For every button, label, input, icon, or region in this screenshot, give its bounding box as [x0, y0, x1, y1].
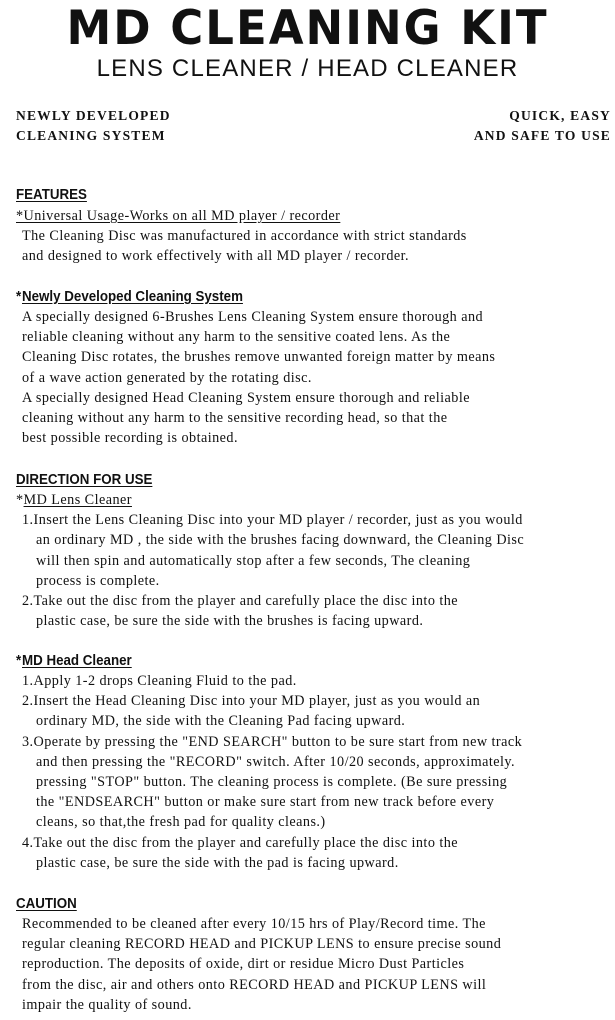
caution-line: regular cleaning RECORD HEAD and PICKUP LENS to ensure precise sound: [22, 936, 502, 953]
head-step-line: ordinary MD, the side with the Cleaning Pad facing upward.: [36, 713, 406, 730]
cleaning-system-line: cleaning without any harm to the sensitive recording head, so that the: [22, 410, 448, 427]
head-step-line: 3.Operate by pressing the "END SEARCH" button to be sure start from new track: [22, 733, 523, 750]
tagline-left-line: CLEANING SYSTEM: [16, 128, 166, 143]
caution-line: Recommended to be cleaned after every 10/15 hrs of Play/Record time. The: [22, 916, 486, 932]
features-system-section: [16, 287, 609, 448]
head-step-line: and then pressing the "RECORD" switch. After 10/20 seconds, approximately.: [36, 753, 515, 770]
tagline-right-line: AND SAFE TO USE: [473, 128, 611, 143]
cleaning-system-subheading: Newly Developed Cleaning System: [21, 289, 243, 305]
head-cleaner-section: [16, 651, 609, 873]
head-star: *: [16, 653, 22, 669]
cleaning-system-line: reliable cleaning without any harm to the sensitive coated lens. As the: [22, 329, 451, 346]
caution-heading: CAUTION: [16, 896, 77, 912]
lens-step-line: 1.Insert the Lens Cleaning Disc into your MD player / recorder, just as you would: [22, 512, 523, 529]
cleaning-system-line: A specially designed Head Cleaning System ensure thorough and reliable: [22, 389, 470, 406]
universal-usage-subheading: *Universal Usage-Works on all MD player / recorder: [16, 208, 341, 224]
lens-star: *: [16, 492, 24, 508]
direction-heading: DIRECTION FOR USE: [16, 472, 153, 488]
head-step-line: 4.Take out the disc from the player and carefully place the disc into the: [22, 834, 459, 851]
kit-subtitle: LENS CLEANER / HEAD CLEANER: [96, 55, 519, 82]
cleaning-system-line: best possible recording is obtained.: [22, 430, 238, 447]
universal-usage-line: The Cleaning Disc was manufactured in accordance with strict standards: [22, 228, 467, 245]
lens-step-line: an ordinary MD , the side with the brushes facing downward, the Cleaning Disc: [36, 532, 525, 549]
caution-line: reproduction. The deposits of oxide, dirt or residue Micro Dust Particles: [22, 956, 465, 973]
head-step-line: 1.Apply 1-2 drops Cleaning Fluid to the pad.: [22, 673, 297, 689]
lens-step-line: plastic case, be sure the side with the brushes is facing upward.: [36, 613, 424, 630]
lens-step-line: will then spin and automatically stop after a few seconds, The cleaning: [36, 552, 471, 569]
tagline-left-line: NEWLY DEVELOPED: [16, 108, 171, 123]
cleaning-system-line: of a wave action generated by the rotating disc.: [22, 369, 312, 386]
lens-cleaner-subheading: MD Lens Cleaner: [23, 492, 132, 508]
head-step-line: 2.Insert the Head Cleaning Disc into your MD player, just as you would an: [22, 693, 481, 710]
kit-title: MD CLEANING KIT: [66, 0, 549, 56]
caution-line: impair the quality of sound.: [22, 996, 192, 1013]
cleaning-system-line: A specially designed 6-Brushes Lens Cleaning System ensure thorough and: [22, 309, 484, 325]
head-step-line: cleans, so that,the fresh pad for quality cleans.): [36, 814, 326, 831]
head-step-line: pressing "STOP" button. The cleaning process is complete. (Be sure pressing: [36, 774, 508, 791]
tagline-right: [474, 106, 611, 146]
cleaning-system-line: Cleaning Disc rotates, the brushes remove unwanted foreign matter by means: [22, 349, 496, 366]
head-step-line: plastic case, be sure the side with the pad is facing upward.: [36, 854, 399, 871]
features-universal-section: [16, 206, 609, 267]
caution-line: from the disc, air and others onto RECORD HEAD and PICKUP LENS will: [22, 976, 487, 993]
tagline-left: [16, 106, 171, 146]
caution-section: [22, 914, 615, 1015]
system-star: *: [16, 289, 22, 305]
head-cleaner-subheading: MD Head Cleaner: [21, 653, 132, 669]
head-step-line: the "ENDSEARCH" button or make sure start from new track before every: [36, 794, 495, 811]
features-heading: FEATURES: [16, 187, 87, 203]
lens-cleaner-section: [16, 490, 609, 631]
lens-step-line: process is complete.: [36, 572, 160, 589]
tagline-right-line: QUICK, EASY: [509, 108, 611, 123]
universal-usage-line: and designed to work effectively with all MD player / recorder.: [22, 248, 409, 265]
lens-step-line: 2.Take out the disc from the player and carefully place the disc into the: [22, 593, 459, 610]
